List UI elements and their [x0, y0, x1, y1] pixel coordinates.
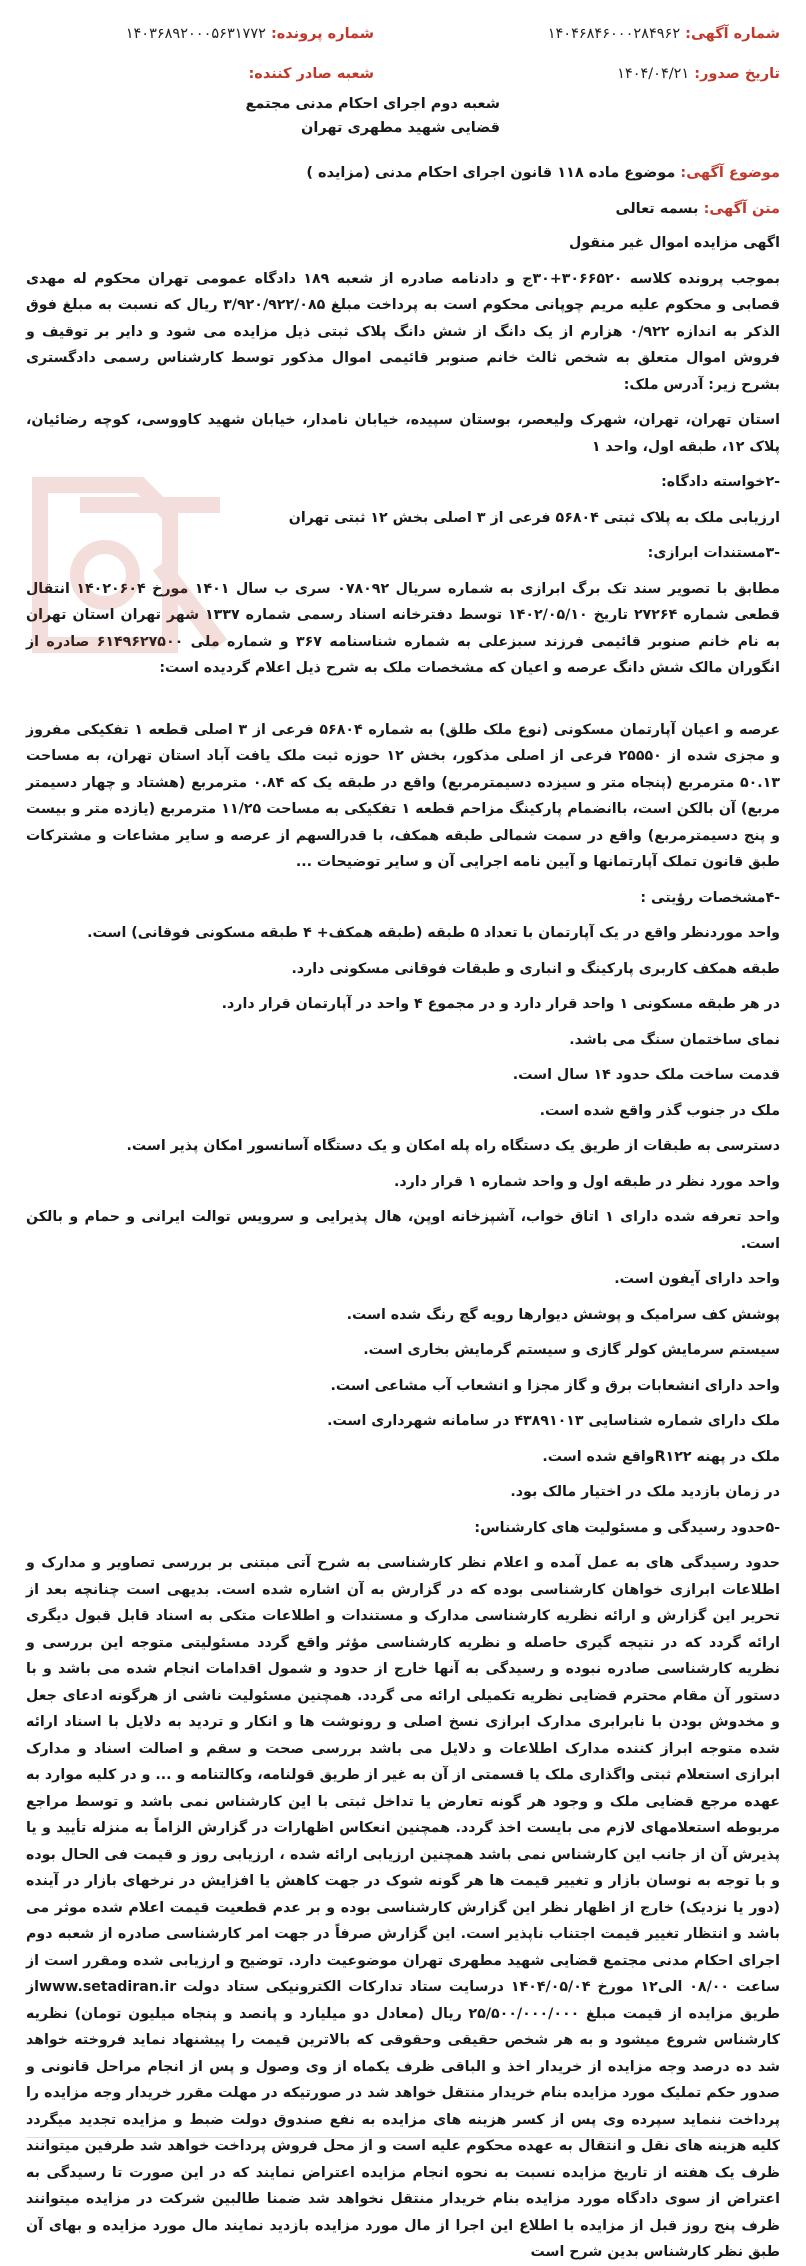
body-paragraph: ملک در جنوب گذر واقع شده است.	[539, 1102, 780, 1119]
body-paragraph: استان تهران، تهران، شهرک ولیعصر، بوستان سپیده، خیابان نامدار، خیابان شهید کاووسی، کوچه رضائیان، پلاک ۱۲، طبقه اول، واحد ۱	[26, 412, 780, 455]
body-paragraph: واحد دارای انشعابات برق و گاز مجزا و انشعاب آب مشاعی است.	[330, 1377, 780, 1394]
body-paragraph: ملک دارای شماره شناسایی ۴۳۸۹۱۰۱۳ در سامانه شهرداری است.	[327, 1413, 780, 1429]
body-paragraph: واحد موردنظر واقع در یک آپارتمان با تعداد ۵ طبقه (طبقه همکف+ ۴ طبقه مسکونی فوقانی) است.	[87, 925, 780, 941]
body-paragraph: بموجب پرونده کلاسه ۳۰۶۶۵۲۰+۳۰ج و دادنامه صادره از شعبه ۱۸۹ دادگاه عمومی تهران محکوم له مهدی قصابی و محکوم علیه مریم چوپانی محکوم است به پرداخت مبلغ ۳/۹۲۰/۹۲۲/۰۸۵ ریال که نسبت به مبلغ فوق الذکر به اندازه ۰/۹۲۲ هزارم از یک دانگ از شش دانگ پلاک ثبتی ذیل مزایده می شود و دایر بر توقیف و فروش اموال متعلق به شخص ثالث خانم صنوبر قائیمی اموال مذکور توسط کارشناس رسمی دادگستری بشرح زیر: آدرس ملک:	[26, 270, 781, 393]
body-paragraph: -۴مشخصات رؤیتی :	[640, 889, 780, 906]
notice-meta	[26, 18, 780, 136]
issue-date-label: تاریخ صدور:	[694, 66, 780, 82]
body-paragraph: در زمان بازدید ملک در اختیار مالک بود.	[510, 1484, 780, 1500]
body-paragraph: -۳مستندات ابرازی:	[647, 545, 780, 561]
body-paragraph: واحد تعرفه شده دارای ۱ اتاق خواب، آشپزخانه اوپن، هال پذیرایی و سرویس توالت ایرانی و حمام و بالکن است.	[26, 1209, 780, 1252]
body-paragraph: دسترسی به طبقات از طریق یک دستگاه راه پله امکان و یک دستگاه آسانسور امکان پذیر است.	[126, 1138, 780, 1154]
issuer-label: شعبه صادر کننده:	[248, 66, 374, 82]
subject-text: موضوع ماده ۱۱۸ قانون اجرای احکام مدنی (مزایده )	[306, 165, 676, 181]
file-number-value: ۱۴۰۳۶۸۹۲۰۰۰۵۶۳۱۷۷۲	[125, 26, 266, 42]
body-paragraph: قدمت ساخت ملک حدود ۱۴ سال است.	[512, 1067, 780, 1083]
issuer-value: شعبه دوم اجرای احکام مدنی مجتمع قضایی شهید مطهری تهران	[245, 96, 500, 136]
paragraph-spacer	[26, 691, 780, 717]
body-paragraph: در هر طبقه مسکونی ۱ واحد قرار دارد و در مجموع ۴ واحد در آپارتمان قرار دارد.	[221, 996, 780, 1012]
body-paragraph: واحد مورد نظر در طبقه اول و واحد شماره ۱ قرار دارد.	[393, 1173, 780, 1190]
body-paragraph: طبقه همکف کاربری پارکینگ و انباری و طبقات فوقانی مسکونی دارد.	[291, 960, 780, 977]
notice-number-label: شماره آگهی:	[685, 26, 780, 42]
issue-date-value: ۱۴۰۴/۰۴/۲۱	[617, 66, 690, 82]
body-paragraph: عرصه و اعیان آپارتمان مسکونی (نوع ملک طلق) به شماره ۵۶۸۰۴ فرعی از ۳ اصلی قطعه ۱ تفکیکی مفروز و مجزی شده از ۲۵۵۵۰ فرعی از اصلی مذکور، بخش ۱۲ حوزه ثبت ملک یافت آباد استان تهران، به مساحت ۵۰.۱۳ مترمربع (پنجاه متر و سیزده دسیمترمربع) واقع در طبقه یک که ۰.۸۴ مترمربع (هشتاد و چهار دسیمتر مربع) آن بالکن است، باانضمام پارکینگ مزاحم قطعه ۱ تفکیکی به مساحت ۱۱/۲۵ مترمربع (یازده متر و بیست و پنج دسیمترمربع) واقع در سمت شمالی طبقه همکف، با قدرالسهم از عرصه و سایر مشاعات و مشترکات طبق قانون تملک آپارتمانها و آیین نامه اجرایی آن و سایر توضیحات ...	[26, 721, 781, 870]
body-paragraph: مطابق با تصویر سند تک برگ ابرازی به شماره سریال ۰۷۸۰۹۲ سری ب سال ۱۴۰۱ مورخ ۱۴۰۲۰۶۰۴ انتقال قطعی شماره ۲۷۲۶۴ تاریخ ۱۴۰۲/۰۵/۱۰ توسط دفترخانه اسناد رسمی شماره ۱۳۳۷ شهر تهران استان تهران به نام خانم صنوبر قائیمی فرزند سبزعلی به شماره شناسنامه ۳۶۷ و شماره ملی ۶۱۴۹۶۲۷۵۰۰ صادره از انگوران مالک شش دانگ عرصه و اعیان که مشخصات ملک به شرح ذیل اعلام گردیده است:	[26, 580, 781, 676]
body-paragraph: اگهی مزایده اموال غیر منقول	[569, 235, 780, 251]
subject-label: موضوع آگهی:	[680, 165, 780, 181]
body-paragraph: ارزیابی ملک به پلاک ثبتی ۵۶۸۰۴ فرعی از ۳ اصلی بخش ۱۲ ثبتی تهران	[288, 509, 780, 526]
issuer	[248, 66, 374, 82]
body-paragraph: نمای ساختمان سنگ می باشد.	[569, 1031, 780, 1048]
text-label-line	[26, 196, 780, 222]
body-paragraph: -۵حدود رسیدگی و مسئولیت های کارشناس:	[474, 1519, 780, 1536]
text-intro: بسمه تعالی	[615, 201, 699, 217]
body-paragraph: واحد دارای آیفون است.	[614, 1271, 780, 1287]
issue-date	[617, 66, 780, 82]
page-bottom-divider	[26, 2137, 780, 2138]
body-paragraph: پوشش کف سرامیک و پوشش دیوارها رویه گچ رنگ شده است.	[346, 1306, 780, 1323]
body-paragraph: حدود رسیدگی های به عمل آمده و اعلام نظر کارشناسی به شرح آتی مبتنی بر بررسی تصاویر و مدارک و اطلاعات ابرازی خواهان کارشناسی بوده که در گزارش به آن اشاره شده است. بدیهی است چنانچه بعد از تحریر این گزارش و ارائه نظریه کارشناسی مدارک و مستندات و اطلاعات متکی به اسناد قابل قبول دیگری ارائه گردد که در نتیجه گیری حاصله و نظریه کارشناسی مؤثر واقع گردد مسئولیتی متوجه این بررسی و نظریه کارشناسی صادره نبوده و رسیدگی به آنها خارج از حدود و شمول اقدامات انجام شده می باشد و با دستور آن مقام محترم قضایی نظریه تکمیلی ارائه می گردد. همچنین مسئولیت ناشی از هرگونه ادعای جعل و مخدوش بودن با نابرابری مدارک ابرازی نسخ اصلی و رونوشت ها و انکار و تردید به دلایل با اسناد ارائه شده متوجه ابراز کننده مدارک اطلاعات و دلایل می باشد بررسی صحت و سقم و اصالت اسناد و مدارک ابرازی استعلام ثبتی واگذاری ملک یا قسمتی از آن به غیر از طریق قولنامه، وکالتنامه و ... و در کلیه موارد به عهده مرجع قضایی ملک و وجود هر گونه تعارض یا تداخل ثبتی با این کارشناس نمی باشد و توسط مراجع مربوطه استعلامهای لازم می بایست اخذ گردد. همچنین انعکاس اظهارات در گزارش الزاماً به منزله تأیید و یا پذیرش آن از جانب این کارشناس نمی باشد همچنین ارزیابی ارائه شده ، ارزیابی روز و قیمت فی الحال بوده و با توجه به نوسان بازار و تغییر قیمت ها هر گونه شوک در جهت کاهش یا افزایش در نرخهای بازار در آینده (دور یا نزدیک) خارج از اظهار نظر این گزارش کارشناسی بوده و بر عدم قطعیت قیمت اعلام شده موثر می باشد و انتظار تغییر قیمت اجتناب ناپذیر است. این گزارش صرفاً در جهت امر کارشناسی صادره از شعبه دوم اجرای احکام مدنی مجتمع قضایی شهید مطهری تهران موضوعیت دارد. توضیح و ارزیابی شده ومقرر است از ساعت ۰۸/۰۰ الی۱۲ مورخ ۱۴۰۴/۰۵/۰۴ درسایت ستاد تدارکات الکترونیکی ستاد دولت www.setadiran.irاز طریق مزایده از قیمت مبلغ ۲۵/۵۰۰/۰۰۰/۰۰۰ ریال (معادل دو میلیارد و پانصد و پنجاه میلیون تومان) نظریه کارشناس شروع میشود و به هر شخص حقیقی وحقوقی که بالاترین قیمت را پیشنهاد نماید فروخته خواهد شد ده درصد وجه مزایده از خریدار اخذ و الباقی ظرف یکماه از وی وصول و پس از انجام مراحل قانونی و صدور حکم تملیک مورد مزایده بنام خریدار منتقل خواهد شد در صورتیکه در مهلت مقرر خریدار وجه مزایده را پرداخت ننماید سپرده وی پس از کسر هزینه های مزایده به نفع صندوق دولت ضبط و مزایده تجدید میگردد کلیه هزینه های نقل و انتقال به عهده محکوم علیه است و از محل فروش پرداخت خواهد شد طرفین میتوانند ظرف یک هفته از تاریخ مزایده نسبت به نحوه انجام مزایده اعتراض نمایند که در این صورت تا رسیدگی به اعتراض از سوی دادگاه مورد مزایده بنام خریدار منتقل نخواهد شد ضمنا طالبین شرکت در مزایده میتوانند ظرف پنج روز قبل از مزایده با اطلاع این اجرا از مال مورد مزایده بازدید نمایند مال مورد مزایده و بهای آن طبق نظر کارشناس بدین شرح است	[26, 1555, 781, 2260]
body-paragraph: -۲خواسته دادگاه:	[661, 474, 780, 490]
file-number-label: شماره پرونده:	[270, 26, 374, 42]
file-number	[126, 26, 374, 42]
body-paragraph: سیستم سرمایش کولر گازی و سیستم گرمایش بخاری است.	[363, 1342, 780, 1358]
notice-number-value: ۱۴۰۴۶۸۴۶۰۰۰۲۸۴۹۶۲	[547, 26, 681, 42]
subject-line	[26, 160, 780, 186]
notice-number	[548, 26, 780, 42]
notice-body	[26, 230, 780, 2266]
text-label: متن آگهی:	[703, 201, 780, 217]
body-paragraph: ملک در پهنه R۱۲۲واقع شده است.	[542, 1448, 780, 1465]
